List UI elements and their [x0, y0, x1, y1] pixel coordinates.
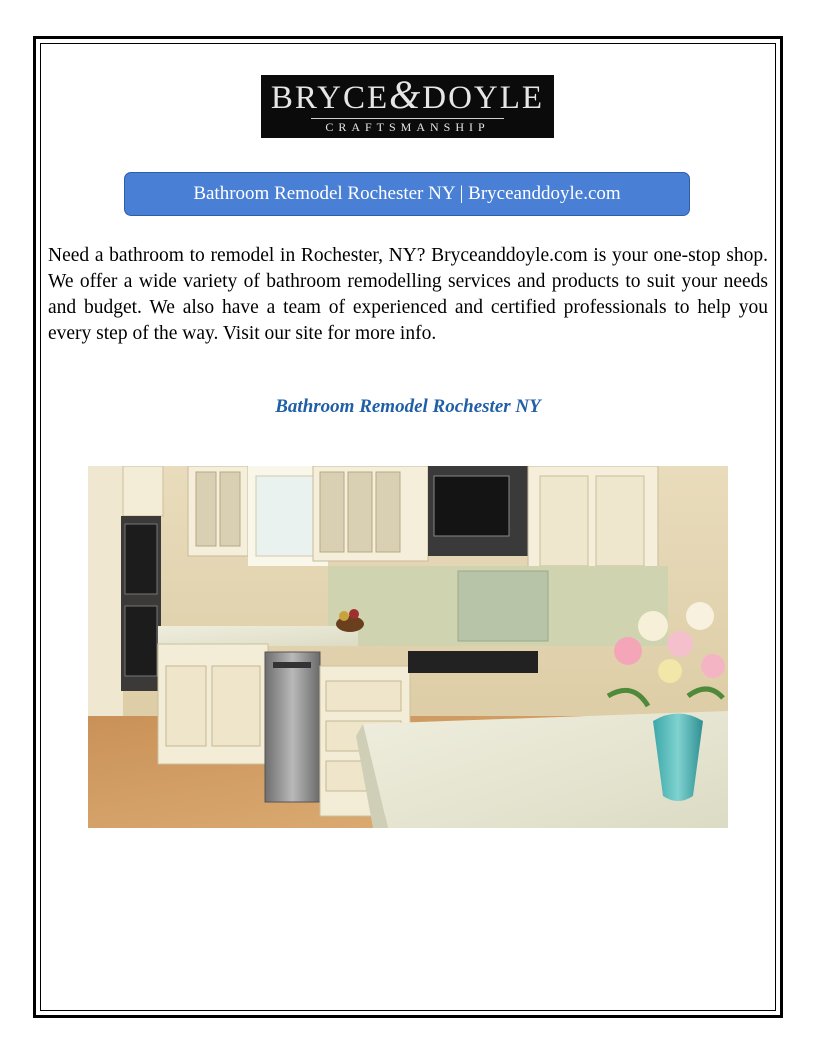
kitchen-photo [88, 466, 728, 828]
logo-ampersand: & [389, 72, 423, 117]
logo-name-left: BRYCE [270, 80, 390, 116]
logo-name-right: DOYLE [422, 80, 545, 116]
company-logo [261, 72, 554, 138]
logo-tagline: CRAFTSMANSHIP [325, 120, 490, 134]
intro-paragraph: Need a bathroom to remodel in Rochester, NY? Bryceanddoyle.com is your one-stop shop. We offer a wide variety of bathroom remodelling services and products to suit your needs and budget. We also have a team of experienced and certified professionals to help you every step of the way. Visit our site for more info. [48, 245, 768, 344]
title-banner: Bathroom Remodel Rochester NY | Bryceanddoyle.com [124, 172, 690, 216]
logo-divider [311, 118, 504, 119]
logo-wordmark [261, 72, 554, 117]
section-heading: Bathroom Remodel Rochester NY [275, 396, 541, 417]
